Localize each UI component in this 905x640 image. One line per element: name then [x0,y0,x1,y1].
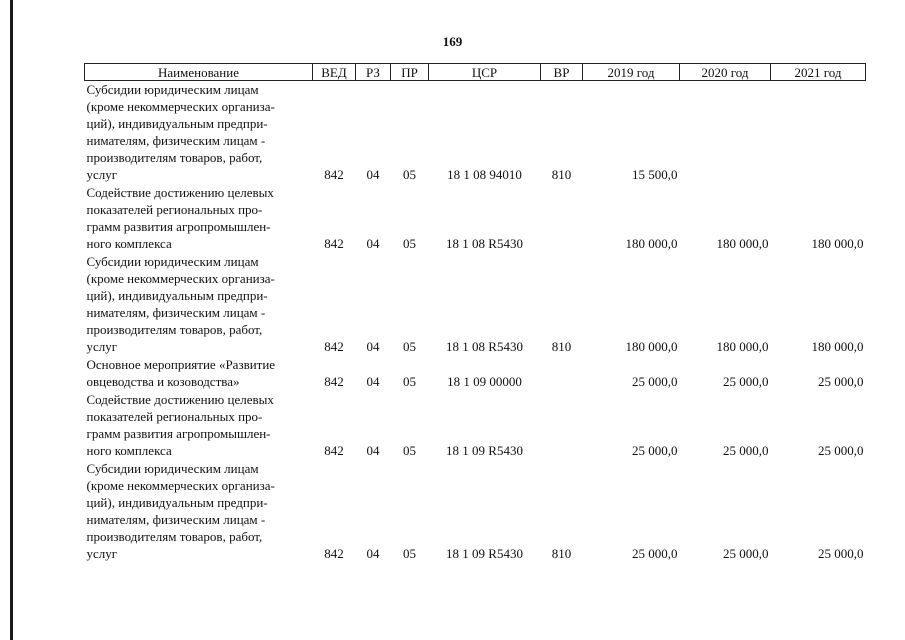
header-rz: РЗ [356,64,391,81]
name-line: ций), индивидуальным предпри- [86,288,268,303]
cell-name [85,253,313,356]
name-line: Субсидии юридическим лицам [86,82,259,97]
cell-csr: 18 1 08 R5430 [446,339,523,354]
cell-ved: 842 [324,236,344,251]
cell-2019: 25 000,0 [632,374,678,389]
cell-2020 [680,81,771,185]
name-line: показателей региональных про- [86,202,263,217]
header-2019: 2019 год [583,64,680,81]
cell-2021: 25 000,0 [818,546,864,561]
header-csr: ЦСР [429,64,541,81]
cell-name [85,460,313,563]
cell-csr: 18 1 08 94010 [447,167,522,182]
cell-pr: 05 [403,374,416,389]
cell-vr: 810 [551,339,572,354]
name-line: (кроме некоммерческих организа- [86,271,275,286]
cell-ved: 842 [324,339,344,354]
cell-2020: 25 000,0 [723,374,769,389]
name-line: нимателям, физическим лицам - [86,133,266,148]
page-number: 169 [442,34,463,49]
name-line: (кроме некоммерческих организа- [86,99,275,114]
name-line: ного комплекса [86,443,172,458]
name-line: производителям товаров, работ, [86,322,263,337]
name-line: ного комплекса [86,236,172,251]
header-name: Наименование [85,64,313,81]
budget-table [84,63,866,563]
cell-2019: 15 500,0 [632,167,678,182]
cell-pr: 05 [403,443,416,458]
header-ved: ВЕД [313,64,356,81]
name-line: производителям товаров, работ, [86,150,263,165]
left-margin-rule [10,0,13,640]
name-line: производителям товаров, работ, [86,529,263,544]
name-line: показателей региональных про- [86,409,263,424]
cell-rz: 04 [366,546,380,561]
cell-csr: 18 1 09 R5430 [446,546,523,561]
cell-2019: 25 000,0 [632,443,678,458]
cell-rz: 04 [366,339,380,354]
cell-2021: 25 000,0 [818,443,864,458]
cell-pr: 05 [403,339,416,354]
cell-vr [541,184,583,253]
table-row [85,253,866,356]
cell-2019: 25 000,0 [632,546,678,561]
cell-ved: 842 [324,374,344,389]
table-body [85,81,866,564]
table-row [85,81,866,185]
cell-pr: 05 [403,167,416,182]
cell-pr: 05 [403,236,416,251]
table-header [85,64,866,81]
cell-rz: 04 [366,236,380,251]
cell-rz: 04 [366,374,380,389]
cell-ved: 842 [324,443,344,458]
name-line: ций), индивидуальным предпри- [86,495,268,510]
cell-2020: 25 000,0 [723,546,769,561]
name-line: грамм развития агропромышлен- [86,219,271,234]
cell-2020: 180 000,0 [716,339,769,354]
table-row [85,460,866,563]
header-pr: ПР [391,64,429,81]
cell-2021 [771,81,866,185]
cell-2021: 25 000,0 [818,374,864,389]
cell-2019: 180 000,0 [625,236,678,251]
name-line: овцеводства и козоводства» [86,374,240,389]
cell-ved: 842 [324,546,344,561]
cell-csr: 18 1 09 00000 [447,374,522,389]
name-line: Содействие достижению целевых [86,185,274,200]
table-row [85,391,866,460]
cell-ved: 842 [324,167,344,182]
cell-name [85,81,313,185]
name-line: Содействие достижению целевых [86,392,274,407]
name-line: ций), индивидуальным предпри- [86,116,268,131]
cell-2020: 25 000,0 [723,443,769,458]
table-row [85,184,866,253]
cell-csr: 18 1 08 R5430 [446,236,523,251]
cell-2021: 180 000,0 [811,236,864,251]
header-2021: 2021 год [771,64,866,81]
cell-name [85,356,313,391]
name-line: нимателям, физическим лицам - [86,305,266,320]
name-line: услуг [86,546,118,561]
cell-2019: 180 000,0 [625,339,678,354]
cell-pr: 05 [403,546,416,561]
cell-vr: 810 [551,546,572,561]
header-vr: ВР [541,64,583,81]
cell-csr: 18 1 09 R5430 [446,443,523,458]
cell-vr [541,391,583,460]
table-row [85,356,866,391]
name-line: Основное мероприятие «Развитие [86,357,276,372]
cell-rz: 04 [366,167,380,182]
name-line: Субсидии юридическим лицам [86,254,259,269]
cell-vr: 810 [551,167,572,182]
cell-name [85,184,313,253]
cell-vr [541,356,583,391]
header-2020: 2020 год [680,64,771,81]
cell-rz: 04 [366,443,380,458]
name-line: (кроме некоммерческих организа- [86,478,275,493]
name-line: грамм развития агропромышлен- [86,426,271,441]
cell-2020: 180 000,0 [716,236,769,251]
name-line: Субсидии юридическим лицам [86,461,259,476]
name-line: услуг [86,167,118,182]
name-line: нимателям, физическим лицам - [86,512,266,527]
cell-2021: 180 000,0 [811,339,864,354]
cell-name [85,391,313,460]
name-line: услуг [86,339,118,354]
